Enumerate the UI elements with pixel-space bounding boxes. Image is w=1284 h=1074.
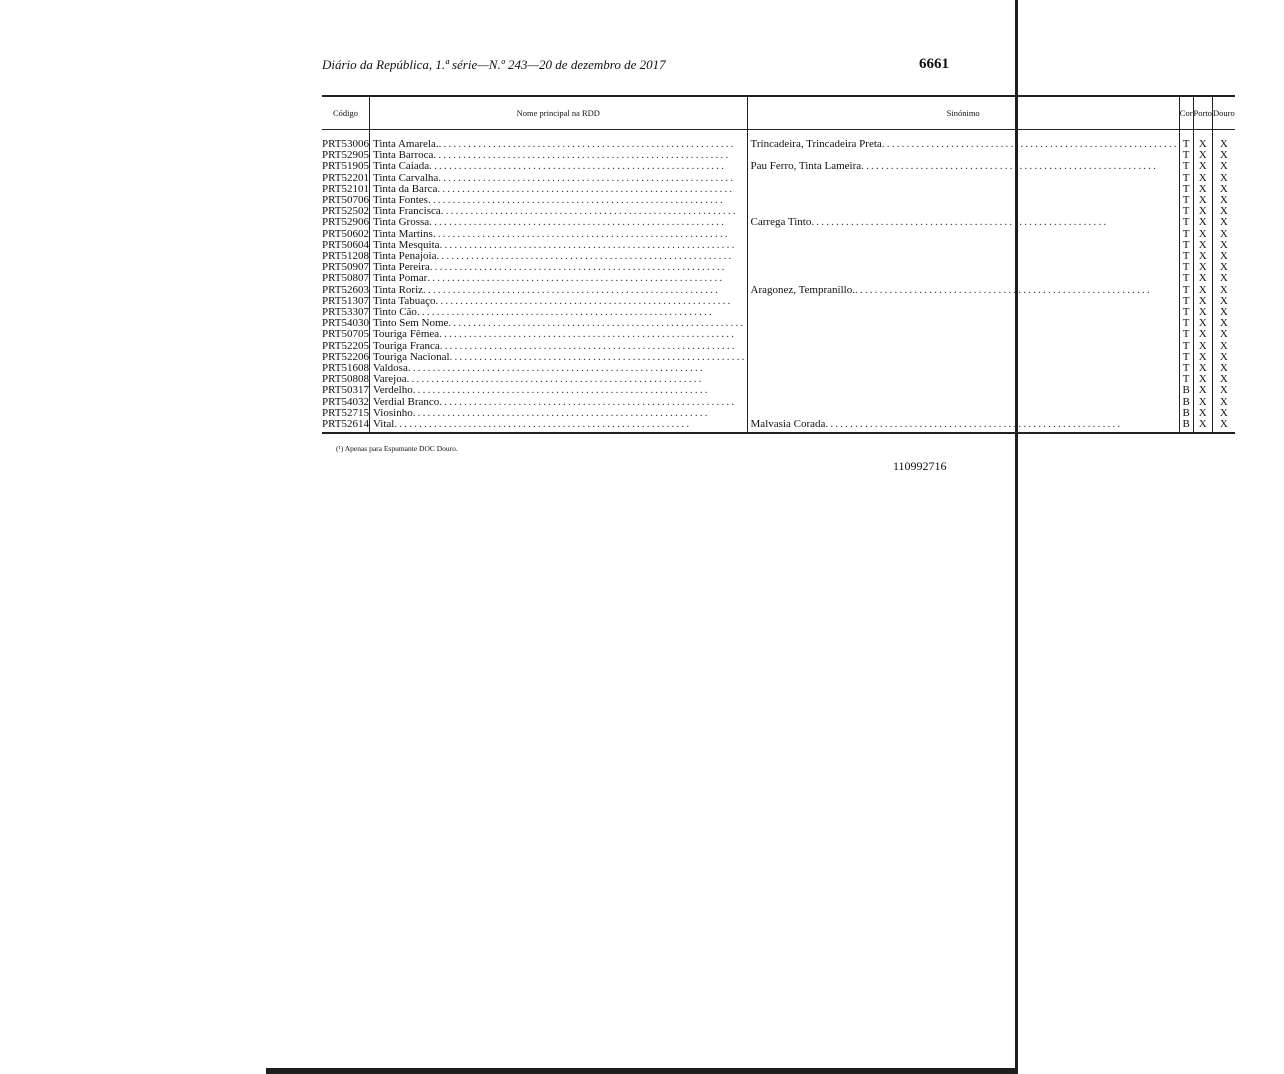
table-row [322, 184, 1235, 195]
cell-porto: X [1193, 195, 1212, 206]
cell-codigo: PRT51608 [322, 362, 370, 375]
cell-douro: X [1212, 352, 1234, 363]
cell-sinonimo [747, 206, 1179, 217]
cell-cor: T [1179, 240, 1193, 251]
table-row [322, 408, 1235, 419]
cell-porto: X [1193, 251, 1212, 262]
cell-nome: Tinta Barroca ............................................................ [370, 150, 748, 161]
cell-nome: Tinto Sem Nome ............................................................ [370, 318, 748, 329]
cell-cor: T [1179, 318, 1193, 329]
cell-nome: Tinta Roriz ............................................................ [370, 285, 748, 296]
cell-porto: X [1193, 262, 1212, 273]
cell-douro: X [1212, 229, 1234, 240]
cell-porto: X [1193, 206, 1212, 217]
cell-codigo: PRT52906 [322, 216, 370, 229]
cell-nome: Tinta Grossa ............................................................ [370, 217, 748, 228]
cell-sinonimo [747, 374, 1179, 385]
cell-cor: T [1179, 374, 1193, 385]
table-row [322, 173, 1235, 184]
table-row [322, 329, 1235, 340]
cell-cor: B [1179, 397, 1193, 408]
cell-codigo: PRT54032 [322, 395, 370, 408]
cell-cor: T [1179, 329, 1193, 340]
cell-nome: Tinta Carvalha ............................................................ [370, 173, 748, 184]
table-spacer-row [322, 130, 1235, 140]
cell-douro: X [1212, 173, 1234, 184]
cell-codigo: PRT51905 [322, 160, 370, 173]
table-row [322, 217, 1235, 228]
cell-douro: X [1212, 273, 1234, 284]
cell-douro: X [1212, 195, 1234, 206]
cell-codigo: PRT51208 [322, 250, 370, 263]
table-row [322, 195, 1235, 206]
cell-nome: Tinta Martins ............................................................ [370, 229, 748, 240]
cell-sinonimo [747, 150, 1179, 161]
cell-porto: X [1193, 217, 1212, 228]
table-row [322, 229, 1235, 240]
cell-cor: B [1179, 385, 1193, 396]
cell-douro: X [1212, 262, 1234, 273]
page-bottom-border [266, 1068, 1018, 1074]
table-row [322, 161, 1235, 172]
cell-douro: X [1212, 206, 1234, 217]
cell-nome: Touriga Fêmea ............................................................ [370, 329, 748, 340]
cell-codigo: PRT52614 [322, 418, 370, 431]
cell-sinonimo [747, 318, 1179, 329]
table-row [322, 240, 1235, 251]
table-body [322, 130, 1235, 434]
cell-sinonimo [747, 341, 1179, 352]
cell-cor: T [1179, 184, 1193, 195]
cell-sinonimo [747, 229, 1179, 240]
cell-nome: Viosinho ............................................................ [370, 408, 748, 419]
cell-cor: T [1179, 195, 1193, 206]
cell-douro: X [1212, 139, 1234, 150]
document-id: 110992716 [893, 459, 947, 473]
cell-sinonimo [747, 184, 1179, 195]
table-row [322, 374, 1235, 385]
column-header-nome: Nome principal na RDD [370, 96, 748, 130]
cell-cor: T [1179, 296, 1193, 307]
cell-cor: T [1179, 363, 1193, 374]
cell-cor: T [1179, 161, 1193, 172]
cell-porto: X [1193, 296, 1212, 307]
cell-douro: X [1212, 150, 1234, 161]
table-row [322, 341, 1235, 352]
cell-porto: X [1193, 363, 1212, 374]
cell-sinonimo [747, 352, 1179, 363]
cell-cor: T [1179, 262, 1193, 273]
cell-nome: Touriga Nacional ............................................................ [370, 352, 748, 363]
cell-nome: Tinta Pereira ............................................................ [370, 262, 748, 273]
table-row [322, 150, 1235, 161]
cell-sinonimo [747, 195, 1179, 206]
cell-codigo: PRT53006 [322, 138, 370, 150]
cell-sinonimo [747, 240, 1179, 251]
cell-codigo: PRT52101 [322, 182, 370, 195]
cell-codigo: PRT52715 [322, 406, 370, 419]
table-row [322, 318, 1235, 329]
cell-sinonimo [747, 363, 1179, 374]
cell-porto: X [1193, 374, 1212, 385]
cell-nome: Tinto Cão ............................................................ [370, 307, 748, 318]
table-row [322, 251, 1235, 262]
cell-sinonimo [747, 397, 1179, 408]
cell-codigo: PRT52201 [322, 171, 370, 184]
cell-cor: T [1179, 307, 1193, 318]
cell-nome: Verdelho ............................................................ [370, 385, 748, 396]
cell-cor: T [1179, 285, 1193, 296]
table-row [322, 139, 1235, 150]
table-row [322, 296, 1235, 307]
column-header-porto: Porto [1193, 96, 1212, 130]
cell-cor: T [1179, 139, 1193, 150]
cell-sinonimo [747, 385, 1179, 396]
cell-sinonimo [747, 296, 1179, 307]
cell-codigo: PRT50808 [322, 373, 370, 386]
cell-porto: X [1193, 341, 1212, 352]
cell-sinonimo: Trincadeira, Trincadeira Preta ............................................................ [747, 139, 1179, 150]
cell-porto: X [1193, 173, 1212, 184]
cell-sinonimo [747, 307, 1179, 318]
cell-cor: T [1179, 229, 1193, 240]
cell-porto: X [1193, 229, 1212, 240]
cell-codigo: PRT50604 [322, 238, 370, 251]
cell-cor: B [1179, 419, 1193, 433]
cell-codigo: PRT52905 [322, 149, 370, 162]
cell-douro: X [1212, 363, 1234, 374]
cell-cor: T [1179, 150, 1193, 161]
cell-codigo: PRT50705 [322, 328, 370, 341]
cell-codigo: PRT53307 [322, 306, 370, 319]
cell-douro: X [1212, 184, 1234, 195]
cell-porto: X [1193, 273, 1212, 284]
cell-porto: X [1193, 150, 1212, 161]
table-row [322, 206, 1235, 217]
cell-nome: Tinta Pomar ............................................................ [370, 273, 748, 284]
cell-codigo: PRT50706 [322, 194, 370, 207]
cell-codigo: PRT50602 [322, 227, 370, 240]
table-row [322, 262, 1235, 273]
cell-porto: X [1193, 318, 1212, 329]
table-header-row [322, 96, 1235, 130]
cell-nome: Tinta Amarela. ............................................................ [370, 139, 748, 150]
cell-douro: X [1212, 318, 1234, 329]
table-row [322, 419, 1235, 433]
table-row [322, 363, 1235, 374]
column-header-douro: Douro [1212, 96, 1234, 130]
cell-codigo: PRT52205 [322, 339, 370, 352]
cell-douro: X [1212, 374, 1234, 385]
cell-sinonimo: Pau Ferro, Tinta Lameira ............................................................ [747, 161, 1179, 172]
cell-porto: X [1193, 184, 1212, 195]
cell-codigo: PRT52502 [322, 205, 370, 218]
cell-porto: X [1193, 419, 1212, 433]
cell-codigo: PRT50317 [322, 384, 370, 397]
cell-codigo: PRT51307 [322, 294, 370, 307]
cell-douro: X [1212, 419, 1234, 433]
cell-sinonimo: Aragonez, Tempranillo. ............................................................ [747, 285, 1179, 296]
cell-codigo: PRT52603 [322, 283, 370, 296]
cell-nome: Tinta Caiada ............................................................ [370, 161, 748, 172]
cell-porto: X [1193, 397, 1212, 408]
cell-nome: Tinta da Barca ............................................................ [370, 184, 748, 195]
column-header-codigo: Código [322, 96, 370, 130]
cell-douro: X [1212, 397, 1234, 408]
journal-header: Diário da República, 1.ª série—N.º 243—20 de dezembro de 2017 [322, 57, 666, 72]
cell-codigo: PRT54030 [322, 317, 370, 330]
cell-douro: X [1212, 307, 1234, 318]
footnote: (¹) Apenas para Espumante DOC Douro. [336, 444, 458, 453]
cell-cor: T [1179, 206, 1193, 217]
cell-porto: X [1193, 161, 1212, 172]
cell-nome: Touriga Franca ............................................................ [370, 341, 748, 352]
cell-douro: X [1212, 285, 1234, 296]
cell-cor: T [1179, 352, 1193, 363]
cell-cor: T [1179, 173, 1193, 184]
grape-varieties-table [322, 95, 1235, 434]
cell-porto: X [1193, 385, 1212, 396]
column-header-cor: Cor [1179, 96, 1193, 130]
table-row [322, 352, 1235, 363]
cell-cor: T [1179, 251, 1193, 262]
table-row [322, 397, 1235, 408]
cell-douro: X [1212, 240, 1234, 251]
cell-porto: X [1193, 139, 1212, 150]
cell-sinonimo: Malvasia Corada ............................................................ [747, 419, 1179, 433]
cell-douro: X [1212, 329, 1234, 340]
cell-nome: Vital ............................................................ [370, 419, 748, 433]
cell-porto: X [1193, 329, 1212, 340]
cell-douro: X [1212, 217, 1234, 228]
cell-cor: T [1179, 273, 1193, 284]
cell-sinonimo [747, 262, 1179, 273]
cell-cor: B [1179, 408, 1193, 419]
cell-douro: X [1212, 385, 1234, 396]
cell-sinonimo [747, 408, 1179, 419]
cell-sinonimo [747, 173, 1179, 184]
cell-codigo: PRT50807 [322, 272, 370, 285]
page-number: 6661 [919, 56, 949, 72]
cell-codigo: PRT50907 [322, 261, 370, 274]
cell-douro: X [1212, 161, 1234, 172]
cell-nome: Verdial Branco ............................................................ [370, 397, 748, 408]
cell-nome: Tinta Fontes ............................................................ [370, 195, 748, 206]
column-header-sinonimo: Sinónimo [747, 96, 1179, 130]
cell-nome: Varejoa ............................................................ [370, 374, 748, 385]
cell-nome: Tinta Francisca ............................................................ [370, 206, 748, 217]
cell-porto: X [1193, 285, 1212, 296]
cell-sinonimo: Carrega Tinto ............................................................ [747, 217, 1179, 228]
table-row [322, 273, 1235, 284]
cell-porto: X [1193, 352, 1212, 363]
cell-nome: Valdosa ............................................................ [370, 363, 748, 374]
cell-nome: Tinta Tabuaço ............................................................ [370, 296, 748, 307]
cell-cor: T [1179, 217, 1193, 228]
cell-sinonimo [747, 329, 1179, 340]
table-row [322, 307, 1235, 318]
cell-sinonimo [747, 273, 1179, 284]
cell-codigo: PRT52206 [322, 350, 370, 363]
cell-porto: X [1193, 240, 1212, 251]
cell-douro: X [1212, 251, 1234, 262]
cell-porto: X [1193, 307, 1212, 318]
cell-cor: T [1179, 341, 1193, 352]
cell-nome: Tinta Penajoia ............................................................ [370, 251, 748, 262]
cell-porto: X [1193, 408, 1212, 419]
cell-nome: Tinta Mesquita ............................................................ [370, 240, 748, 251]
cell-douro: X [1212, 341, 1234, 352]
table-row [322, 385, 1235, 396]
cell-douro: X [1212, 296, 1234, 307]
cell-sinonimo [747, 251, 1179, 262]
cell-douro: X [1212, 408, 1234, 419]
table-row [322, 285, 1235, 296]
